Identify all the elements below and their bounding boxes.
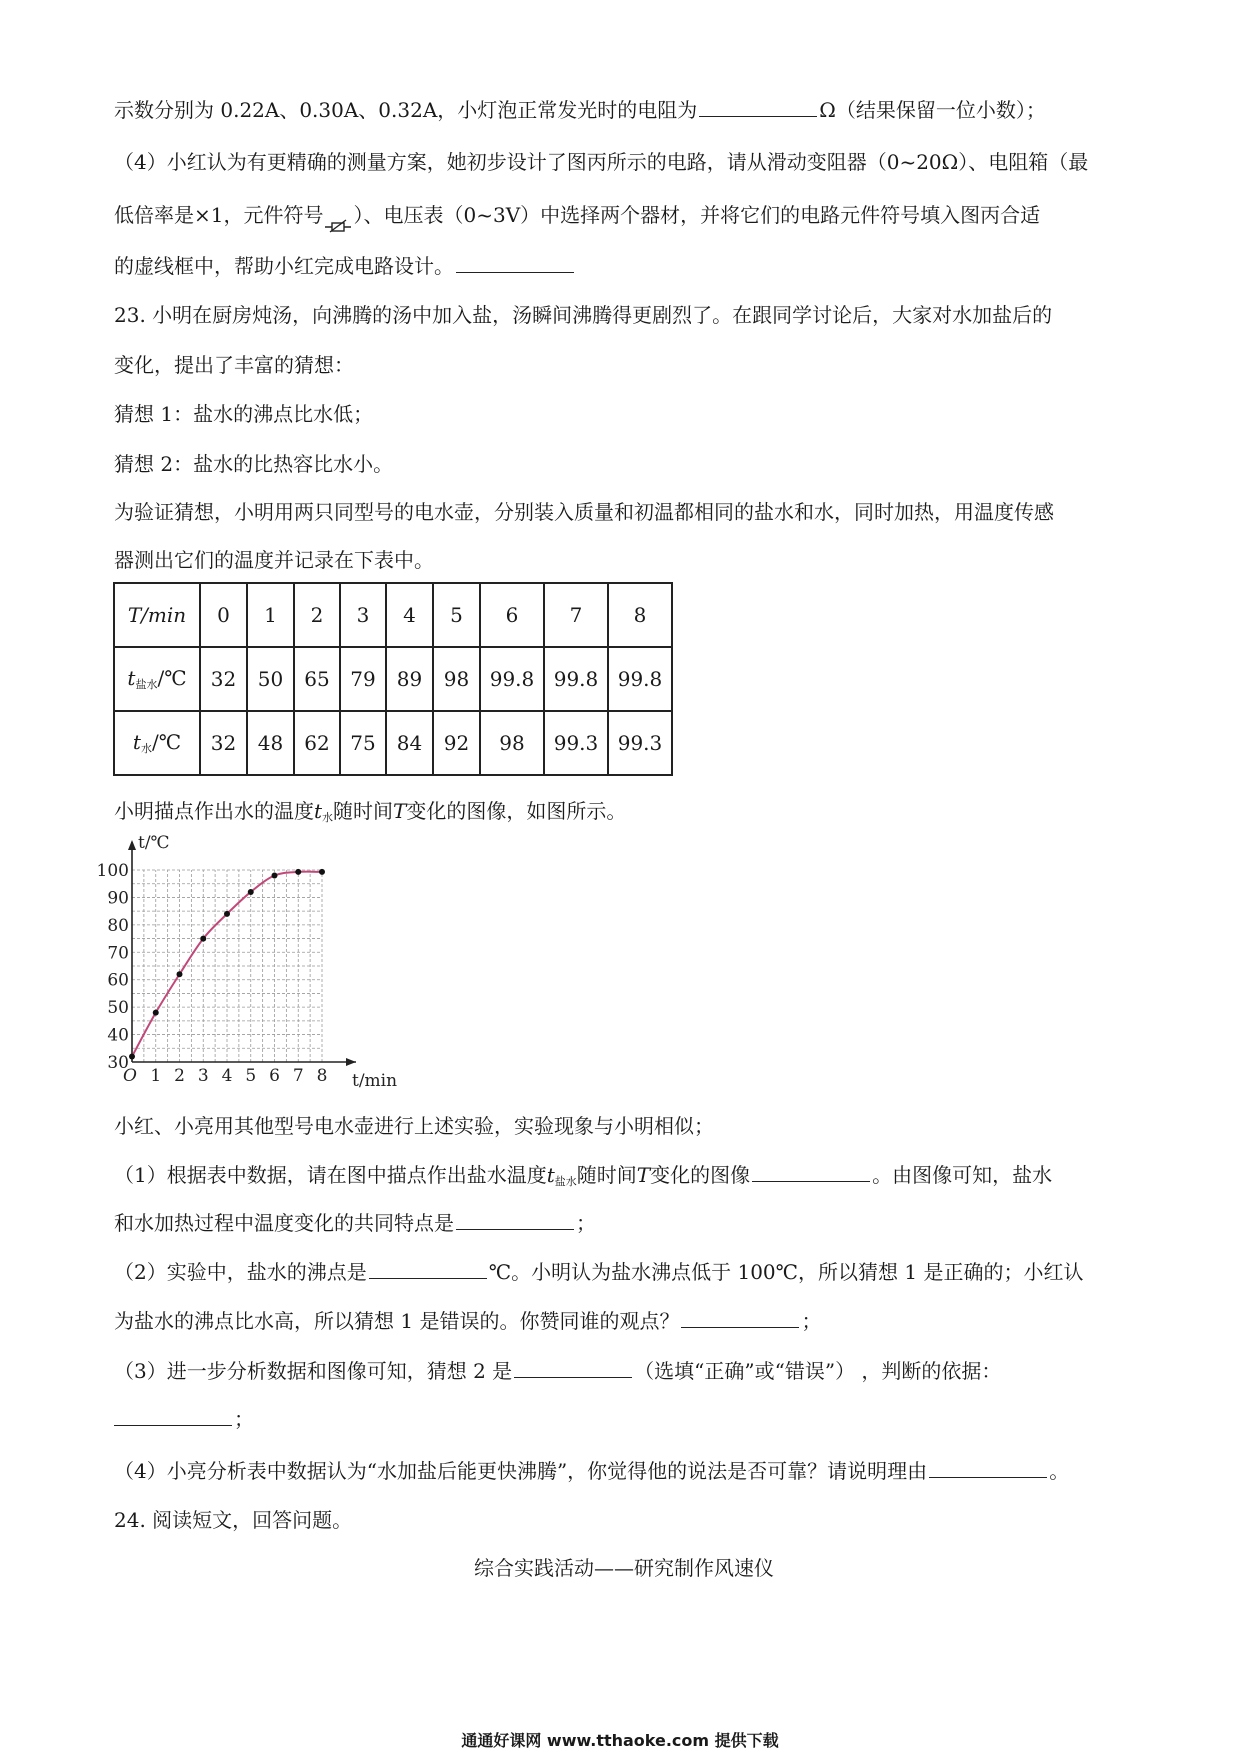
temperature-graph xyxy=(96,830,412,1104)
text: ； xyxy=(576,1211,596,1235)
text: 小明描点作出水的温度 xyxy=(114,799,314,823)
table-header-cell: T/min xyxy=(114,583,200,647)
x-tick-label: 3 xyxy=(197,1066,209,1086)
table-cell: 65 xyxy=(294,647,340,711)
answer-blank[interactable] xyxy=(369,1258,487,1279)
y-axis-arrow xyxy=(128,840,136,850)
data-point xyxy=(272,872,278,878)
text: 变化的图像 xyxy=(650,1163,751,1187)
text: （3）进一步分析数据和图像可知，猜想 2 是 xyxy=(114,1359,513,1383)
temperature-table xyxy=(113,582,673,776)
table-cell: 99.8 xyxy=(608,647,672,711)
data-point xyxy=(319,869,325,875)
table-row xyxy=(114,711,672,775)
table-cell: 32 xyxy=(200,647,247,711)
x-tick-label: 4 xyxy=(221,1066,233,1086)
chart-svg xyxy=(96,830,412,1100)
answer-blank[interactable] xyxy=(514,1357,632,1378)
text-line xyxy=(114,1505,1134,1535)
text-line xyxy=(114,300,1134,330)
text-line xyxy=(114,1404,1134,1434)
x-tick-label: 6 xyxy=(269,1066,280,1086)
y-tick-label: 100 xyxy=(96,861,129,881)
text-line xyxy=(114,95,1134,125)
table-cell: 75 xyxy=(340,711,386,775)
text-line xyxy=(114,497,1134,527)
data-point xyxy=(200,936,206,942)
text-line: （1）根据表中数据，请在图中描点作出盐水温度$t_{盐水}$随时间T变化的图像 。由图像可知，盐水 xyxy=(114,1163,1053,1188)
text: 变化的图像，如图所示。 xyxy=(406,799,627,823)
text: ℃。小明认为盐水沸点低于 100℃，所以猜想 1 是正确的；小红认 xyxy=(488,1260,1084,1284)
text: 和水加热过程中温度变化的共同特点是 xyxy=(114,1211,454,1235)
y-tick-label: 40 xyxy=(107,1025,129,1046)
table-cell: 4 xyxy=(386,583,433,647)
y-tick-label: 50 xyxy=(107,998,129,1019)
text: 。由图像可知，盐水 xyxy=(872,1163,1053,1187)
answer-blank[interactable] xyxy=(114,1405,232,1426)
text-line xyxy=(114,1356,1134,1386)
table-cell: 7 xyxy=(544,583,608,647)
text-line xyxy=(114,399,1134,429)
text: （4）小亮分析表中数据认为“水加盐后能更快沸腾”，你觉得他的说法是否可靠？请说明理由 xyxy=(114,1459,928,1483)
text-line xyxy=(114,449,1134,479)
table-row xyxy=(114,647,672,711)
origin-label: O xyxy=(123,1066,137,1086)
table-cell: 32 xyxy=(200,711,247,775)
table-cell: 99.3 xyxy=(608,711,672,775)
text: ； xyxy=(234,1407,254,1431)
text-line xyxy=(114,545,1134,575)
y-tick-label: 80 xyxy=(107,915,129,936)
text-line xyxy=(114,251,1134,281)
question-24-stem: 24. 阅读短文，回答问题。 xyxy=(114,1508,353,1532)
text: 器测出它们的温度并记录在下表中。 xyxy=(114,548,434,572)
answer-blank[interactable] xyxy=(752,1161,870,1182)
table-cell: 99.8 xyxy=(480,647,544,711)
y-tick-label: 90 xyxy=(107,888,129,909)
table-cell: 79 xyxy=(340,647,386,711)
text: 随时间 xyxy=(333,799,394,823)
text: ）、电压表（0~3V）中选择两个器材，并将它们的电路元件符号填入图丙合适 xyxy=(353,203,1041,227)
answer-blank[interactable] xyxy=(456,1209,574,1230)
data-point xyxy=(153,1010,159,1016)
table-cell: 98 xyxy=(480,711,544,775)
table-cell: 99.3 xyxy=(544,711,608,775)
text-line xyxy=(114,1111,1134,1141)
data-point xyxy=(224,911,230,917)
text-line xyxy=(114,147,1134,177)
text-line: 小明描点作出水的温度$t_水$随时间T变化的图像，如图所示。 xyxy=(114,799,627,824)
y-axis-label: t/℃ xyxy=(138,833,170,853)
x-axis-label: t/min xyxy=(352,1071,398,1091)
table-cell: 6 xyxy=(480,583,544,647)
y-tick-label: 60 xyxy=(107,970,129,991)
table-cell: 1 xyxy=(247,583,294,647)
table-cell: 99.8 xyxy=(544,647,608,711)
table-row xyxy=(114,583,672,647)
y-tick-label: 30 xyxy=(107,1053,129,1073)
table-cell: 92 xyxy=(433,711,480,775)
resistance-box-symbol-icon xyxy=(325,211,351,223)
table-cell: 62 xyxy=(294,711,340,775)
table-cell: 89 xyxy=(386,647,433,711)
text: 变化，提出了丰富的猜想： xyxy=(114,353,354,377)
table-header-cell: $t_{盐水}/℃$ xyxy=(114,647,200,711)
answer-blank[interactable] xyxy=(699,96,817,117)
answer-blank[interactable] xyxy=(681,1307,799,1328)
text: （选填“正确”或“错误”） ，判断的依据： xyxy=(634,1359,1002,1383)
page-footer: 通通好课网 www.tthaoke.com 提供下载 xyxy=(461,1731,779,1750)
text: 随时间 xyxy=(576,1163,637,1187)
text: 。 xyxy=(1049,1459,1070,1483)
x-tick-label: 8 xyxy=(316,1066,328,1086)
text-line xyxy=(114,1306,1134,1336)
text: （1）根据表中数据，请在图中描点作出盐水温度 xyxy=(114,1163,547,1187)
question-23-stem: 23. 小明在厨房炖汤，向沸腾的汤中加入盐，汤瞬间沸腾得更剧烈了。在跟同学讨论后，大家对水加盐后的 xyxy=(114,303,1053,327)
table-cell: 3 xyxy=(340,583,386,647)
text: （4）小红认为有更精确的测量方案，她初步设计了图丙所示的电路，请从滑动变阻器（0~20Ω）、电阻箱（最 xyxy=(114,150,1089,174)
data-point xyxy=(295,869,301,875)
table-cell: 50 xyxy=(247,647,294,711)
table-cell: 2 xyxy=(294,583,340,647)
x-tick-label: 5 xyxy=(245,1066,257,1086)
text: 为验证猜想，小明用两只同型号的电水壶，分别装入质量和初温都相同的盐水和水，同时加热，用温度传感 xyxy=(114,500,1054,524)
text-line xyxy=(114,1208,1134,1238)
x-axis-arrow xyxy=(346,1058,356,1066)
hypothesis-1: 猜想 1：盐水的沸点比水低； xyxy=(114,402,374,426)
answer-blank[interactable] xyxy=(456,252,574,273)
text: 低倍率是×1，元件符号 xyxy=(114,203,324,227)
x-tick-label: 7 xyxy=(292,1066,304,1086)
text-line xyxy=(114,200,1134,230)
data-point xyxy=(177,971,183,977)
data-point xyxy=(248,889,254,895)
x-tick-label: 1 xyxy=(150,1066,162,1086)
text: ； xyxy=(801,1309,822,1333)
table-header-cell: $t_水/℃$ xyxy=(114,711,200,775)
text: 的虚线框中，帮助小红完成电路设计。 xyxy=(114,254,454,278)
hypothesis-2: 猜想 2：盐水的比热容比水小。 xyxy=(114,452,394,476)
table-cell: 98 xyxy=(433,647,480,711)
text: 示数分别为 0.22A、0.30A、0.32A，小灯泡正常发光时的电阻为 xyxy=(114,98,698,122)
table-cell: 8 xyxy=(608,583,672,647)
table-cell: 0 xyxy=(200,583,247,647)
answer-blank[interactable] xyxy=(929,1457,1047,1478)
text: 为盐水的沸点比水高，所以猜想 1 是错误的。你赞同谁的观点？ xyxy=(114,1309,680,1333)
section-title: 综合实践活动——研究制作风速仪 xyxy=(474,1556,774,1580)
text: 小红、小亮用其他型号电水壶进行上述实验，实验现象与小明相似； xyxy=(114,1114,714,1138)
text-line xyxy=(114,1456,1134,1486)
data-point xyxy=(129,1054,135,1060)
x-tick-label: 2 xyxy=(174,1066,185,1086)
text-line xyxy=(114,350,1134,380)
text-line xyxy=(114,1257,1134,1287)
table-cell: 48 xyxy=(247,711,294,775)
text-line xyxy=(114,1553,1134,1583)
text: Ω（结果保留一位小数）； xyxy=(819,98,1046,122)
table-cell: 84 xyxy=(386,711,433,775)
table-cell: 5 xyxy=(433,583,480,647)
y-tick-label: 70 xyxy=(107,943,129,964)
text: （2）实验中，盐水的沸点是 xyxy=(114,1260,367,1284)
